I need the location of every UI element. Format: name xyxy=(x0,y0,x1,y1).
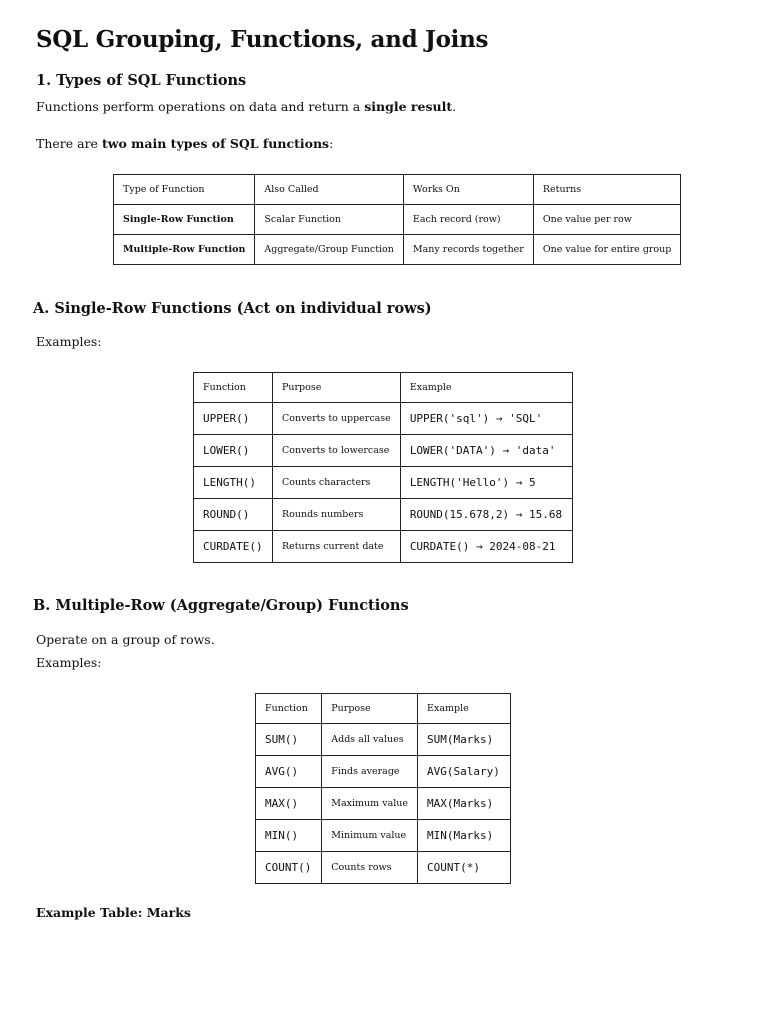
table-cell: LOWER() xyxy=(194,435,273,467)
p1-bold: single result xyxy=(364,99,453,114)
table-cell: MAX(Marks) xyxy=(418,788,511,820)
table-cell: Each record (row) xyxy=(403,205,533,235)
table-cell: Maximum value xyxy=(322,788,418,820)
table-row xyxy=(256,820,511,852)
table-cell: One value for entire group xyxy=(533,235,681,265)
sectionB-heading: B. Multiple-Row (Aggregate/Group) Functions xyxy=(33,597,409,614)
table-cell: Minimum value xyxy=(322,820,418,852)
example-table-label xyxy=(36,905,191,920)
table-cell: Aggregate/Group Function xyxy=(255,235,403,265)
table-cell: ROUND(15.678,2) → 15.68 xyxy=(400,499,572,531)
table-cell: UPPER('sql') → 'SQL' xyxy=(400,403,572,435)
header-cell: Purpose xyxy=(272,373,400,403)
sectionB-examples-label: Examples: xyxy=(36,655,102,670)
table-cell: CURDATE() xyxy=(194,531,273,563)
section1-paragraph-2 xyxy=(36,136,333,151)
table-row xyxy=(114,235,681,265)
table-row xyxy=(194,467,573,499)
header-cell: Type of Function xyxy=(114,175,255,205)
header-cell: Purpose xyxy=(322,694,418,724)
table-cell: One value per row xyxy=(533,205,681,235)
header-cell: Example xyxy=(418,694,511,724)
section1-heading: 1. Types of SQL Functions xyxy=(36,72,247,89)
table-cell: Scalar Function xyxy=(255,205,403,235)
single-row-functions-table xyxy=(193,372,573,563)
table-row xyxy=(256,724,511,756)
table-cell: MIN() xyxy=(256,820,322,852)
table-cell: AVG(Salary) xyxy=(418,756,511,788)
table-row xyxy=(194,403,573,435)
header-cell: Function xyxy=(194,373,273,403)
header-cell: Example xyxy=(400,373,572,403)
table-cell: ROUND() xyxy=(194,499,273,531)
table-cell: SUM() xyxy=(256,724,322,756)
header-cell: Returns xyxy=(533,175,681,205)
table-cell: Converts to lowercase xyxy=(272,435,400,467)
table-cell: Counts rows xyxy=(322,852,418,884)
sectionA-heading: A. Single-Row Functions (Act on individual rows) xyxy=(33,300,432,317)
table-cell: MAX() xyxy=(256,788,322,820)
table-cell: Rounds numbers xyxy=(272,499,400,531)
p2-end: : xyxy=(329,136,334,151)
table-row xyxy=(194,499,573,531)
table-cell: Multiple-Row Function xyxy=(114,235,255,265)
p2-bold: two main types of SQL functions xyxy=(101,136,330,151)
table-cell: MIN(Marks) xyxy=(418,820,511,852)
table-cell: Single-Row Function xyxy=(114,205,255,235)
aggregate-functions-table xyxy=(255,693,511,884)
table-cell: Converts to uppercase xyxy=(272,403,400,435)
p1-end: . xyxy=(452,99,457,114)
table-row xyxy=(194,435,573,467)
table-cell: Counts characters xyxy=(272,467,400,499)
p2-text: There are xyxy=(36,136,102,151)
section1-paragraph-1 xyxy=(36,99,456,114)
sectionA-examples-label: Examples: xyxy=(36,334,102,349)
table-row xyxy=(256,852,511,884)
table-cell: COUNT(*) xyxy=(418,852,511,884)
table-header-row xyxy=(256,694,511,724)
table-cell: LENGTH() xyxy=(194,467,273,499)
header-cell: Also Called xyxy=(255,175,403,205)
header-cell: Works On xyxy=(403,175,533,205)
table-cell: SUM(Marks) xyxy=(418,724,511,756)
page-title: SQL Grouping, Functions, and Joins xyxy=(36,26,489,53)
table-cell: CURDATE() → 2024-08-21 xyxy=(400,531,572,563)
function-types-table xyxy=(113,174,681,265)
table-cell: Finds average xyxy=(322,756,418,788)
table-header-row xyxy=(114,175,681,205)
table-cell: LENGTH('Hello') → 5 xyxy=(400,467,572,499)
header-cell: Function xyxy=(256,694,322,724)
p1-text: Functions perform operations on data and return a xyxy=(36,99,365,114)
table-cell: COUNT() xyxy=(256,852,322,884)
table-cell: LOWER('DATA') → 'data' xyxy=(400,435,572,467)
table-cell: UPPER() xyxy=(194,403,273,435)
table-row xyxy=(194,531,573,563)
table-row xyxy=(256,788,511,820)
table-cell: AVG() xyxy=(256,756,322,788)
sectionB-intro: Operate on a group of rows. xyxy=(36,632,215,647)
example-table-label-text: Example Table: Marks xyxy=(36,905,191,920)
table-header-row xyxy=(194,373,573,403)
table-row xyxy=(114,205,681,235)
table-cell: Returns current date xyxy=(272,531,400,563)
table-cell: Adds all values xyxy=(322,724,418,756)
table-cell: Many records together xyxy=(403,235,533,265)
table-row xyxy=(256,756,511,788)
